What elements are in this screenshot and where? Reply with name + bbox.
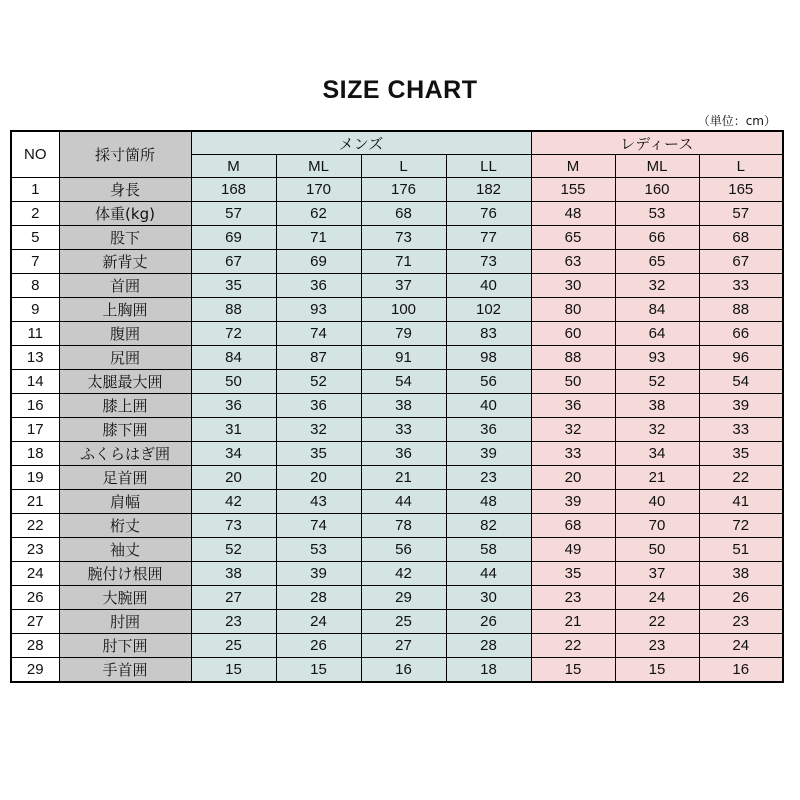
ladies-value: 40 [615,490,699,514]
table-row [11,322,783,346]
mens-value: 100 [361,298,446,322]
ladies-value: 50 [615,538,699,562]
ladies-value: 57 [699,202,783,226]
row-number: 29 [11,658,59,683]
row-number: 21 [11,490,59,514]
ladies-value: 33 [699,418,783,442]
mens-value: 38 [361,394,446,418]
mens-value: 25 [361,610,446,634]
table-row [11,178,783,202]
mens-value: 56 [361,538,446,562]
row-number: 5 [11,226,59,250]
mens-value: 39 [276,562,361,586]
measure-point-label: ふくらはぎ囲 [59,442,191,466]
header-mens-size: M [191,155,276,178]
mens-value: 39 [446,442,531,466]
ladies-value: 65 [531,226,615,250]
mens-value: 52 [191,538,276,562]
header-ladies: レディース [531,131,783,155]
mens-value: 23 [446,466,531,490]
mens-value: 74 [276,514,361,538]
ladies-value: 39 [699,394,783,418]
ladies-value: 23 [531,586,615,610]
table-row [11,298,783,322]
row-number: 24 [11,562,59,586]
mens-value: 74 [276,322,361,346]
table-row [11,490,783,514]
mens-value: 42 [191,490,276,514]
row-number: 2 [11,202,59,226]
ladies-value: 38 [699,562,783,586]
mens-value: 30 [446,586,531,610]
mens-value: 168 [191,178,276,202]
mens-value: 91 [361,346,446,370]
size-chart-body [11,178,783,683]
mens-value: 44 [361,490,446,514]
mens-value: 36 [361,442,446,466]
measure-point-label: 肘囲 [59,610,191,634]
mens-value: 35 [276,442,361,466]
ladies-value: 70 [615,514,699,538]
mens-value: 83 [446,322,531,346]
mens-value: 15 [191,658,276,683]
ladies-value: 63 [531,250,615,274]
ladies-value: 66 [699,322,783,346]
measure-point-label: 足首囲 [59,466,191,490]
row-number: 26 [11,586,59,610]
table-row [11,250,783,274]
row-number: 11 [11,322,59,346]
unit-note: （単位：cm） [697,114,776,128]
ladies-value: 37 [615,562,699,586]
ladies-value: 33 [531,442,615,466]
measure-point-label: 袖丈 [59,538,191,562]
ladies-value: 64 [615,322,699,346]
mens-value: 76 [446,202,531,226]
mens-value: 48 [446,490,531,514]
mens-value: 37 [361,274,446,298]
measure-point-label: 腹囲 [59,322,191,346]
mens-value: 36 [276,274,361,298]
mens-value: 35 [191,274,276,298]
mens-value: 44 [446,562,531,586]
header-ladies-size: M [531,155,615,178]
row-number: 22 [11,514,59,538]
ladies-value: 26 [699,586,783,610]
ladies-value: 36 [531,394,615,418]
mens-value: 52 [276,370,361,394]
mens-value: 56 [446,370,531,394]
mens-value: 42 [361,562,446,586]
mens-value: 84 [191,346,276,370]
ladies-value: 49 [531,538,615,562]
measure-point-label: 太腿最大囲 [59,370,191,394]
ladies-value: 51 [699,538,783,562]
measure-point-label: 膝上囲 [59,394,191,418]
header-mens-size: LL [446,155,531,178]
header-measure-point: 採寸箇所 [59,131,191,178]
mens-value: 71 [361,250,446,274]
ladies-value: 32 [531,418,615,442]
ladies-value: 67 [699,250,783,274]
ladies-value: 68 [699,226,783,250]
mens-value: 79 [361,322,446,346]
mens-value: 40 [446,274,531,298]
table-row [11,442,783,466]
ladies-value: 66 [615,226,699,250]
mens-value: 54 [361,370,446,394]
ladies-value: 155 [531,178,615,202]
measure-point-label: 身長 [59,178,191,202]
row-number: 19 [11,466,59,490]
table-row [11,370,783,394]
mens-value: 18 [446,658,531,683]
mens-value: 29 [361,586,446,610]
mens-value: 57 [191,202,276,226]
mens-value: 20 [191,466,276,490]
table-row [11,562,783,586]
mens-value: 69 [191,226,276,250]
ladies-value: 22 [531,634,615,658]
mens-value: 73 [361,226,446,250]
ladies-value: 65 [615,250,699,274]
mens-value: 24 [276,610,361,634]
mens-value: 26 [276,634,361,658]
ladies-value: 53 [615,202,699,226]
table-row [11,274,783,298]
header-mens-size: L [361,155,446,178]
mens-value: 62 [276,202,361,226]
mens-value: 36 [446,418,531,442]
ladies-value: 165 [699,178,783,202]
measure-point-label: 首囲 [59,274,191,298]
ladies-value: 160 [615,178,699,202]
mens-value: 87 [276,346,361,370]
header-no: NO [11,131,59,178]
ladies-value: 22 [699,466,783,490]
ladies-value: 15 [615,658,699,683]
measure-point-label: 膝下囲 [59,418,191,442]
measure-point-label: 腕付け根囲 [59,562,191,586]
mens-value: 182 [446,178,531,202]
mens-value: 28 [446,634,531,658]
row-number: 27 [11,610,59,634]
mens-value: 77 [446,226,531,250]
ladies-value: 88 [531,346,615,370]
measure-point-label: 肘下囲 [59,634,191,658]
mens-value: 72 [191,322,276,346]
row-number: 1 [11,178,59,202]
table-row [11,346,783,370]
ladies-value: 72 [699,514,783,538]
row-number: 28 [11,634,59,658]
mens-value: 34 [191,442,276,466]
mens-value: 36 [276,394,361,418]
ladies-value: 21 [531,610,615,634]
row-number: 9 [11,298,59,322]
ladies-value: 93 [615,346,699,370]
mens-value: 170 [276,178,361,202]
ladies-value: 41 [699,490,783,514]
table-row [11,634,783,658]
page-title: SIZE CHART [322,76,478,104]
size-chart-table [10,130,784,683]
measure-point-label: 桁丈 [59,514,191,538]
row-number: 18 [11,442,59,466]
mens-value: 88 [191,298,276,322]
mens-value: 32 [276,418,361,442]
ladies-value: 84 [615,298,699,322]
mens-value: 38 [191,562,276,586]
table-row [11,466,783,490]
measure-point-label: 大腕囲 [59,586,191,610]
ladies-value: 15 [531,658,615,683]
row-number: 17 [11,418,59,442]
mens-value: 73 [446,250,531,274]
ladies-value: 30 [531,274,615,298]
mens-value: 40 [446,394,531,418]
ladies-value: 34 [615,442,699,466]
mens-value: 33 [361,418,446,442]
ladies-value: 22 [615,610,699,634]
ladies-value: 54 [699,370,783,394]
ladies-value: 35 [699,442,783,466]
mens-value: 73 [191,514,276,538]
row-number: 8 [11,274,59,298]
header-row-groups [11,131,783,155]
measure-point-label: 股下 [59,226,191,250]
table-row [11,610,783,634]
mens-value: 98 [446,346,531,370]
measure-point-label: 肩幅 [59,490,191,514]
ladies-value: 21 [615,466,699,490]
header-ladies-size: ML [615,155,699,178]
mens-value: 27 [361,634,446,658]
mens-value: 93 [276,298,361,322]
ladies-value: 33 [699,274,783,298]
ladies-value: 20 [531,466,615,490]
mens-value: 67 [191,250,276,274]
row-number: 14 [11,370,59,394]
ladies-value: 38 [615,394,699,418]
table-row [11,658,783,683]
ladies-value: 24 [699,634,783,658]
ladies-value: 39 [531,490,615,514]
row-number: 7 [11,250,59,274]
ladies-value: 48 [531,202,615,226]
ladies-value: 88 [699,298,783,322]
measure-point-label: 手首囲 [59,658,191,683]
mens-value: 16 [361,658,446,683]
measure-point-label: 体重(kg) [59,202,191,226]
measure-point-label: 上胸囲 [59,298,191,322]
mens-value: 102 [446,298,531,322]
header-mens-size: ML [276,155,361,178]
mens-value: 20 [276,466,361,490]
ladies-value: 68 [531,514,615,538]
row-number: 13 [11,346,59,370]
mens-value: 50 [191,370,276,394]
mens-value: 71 [276,226,361,250]
mens-value: 43 [276,490,361,514]
table-row [11,202,783,226]
mens-value: 28 [276,586,361,610]
ladies-value: 50 [531,370,615,394]
ladies-value: 35 [531,562,615,586]
mens-value: 25 [191,634,276,658]
mens-value: 82 [446,514,531,538]
mens-value: 58 [446,538,531,562]
ladies-value: 23 [615,634,699,658]
ladies-value: 16 [699,658,783,683]
header-mens: メンズ [191,131,531,155]
table-row [11,394,783,418]
mens-value: 31 [191,418,276,442]
ladies-value: 60 [531,322,615,346]
ladies-value: 96 [699,346,783,370]
mens-value: 68 [361,202,446,226]
ladies-value: 24 [615,586,699,610]
header-ladies-size: L [699,155,783,178]
mens-value: 21 [361,466,446,490]
mens-value: 23 [191,610,276,634]
mens-value: 78 [361,514,446,538]
table-row [11,586,783,610]
mens-value: 26 [446,610,531,634]
table-row [11,514,783,538]
measure-point-label: 尻囲 [59,346,191,370]
mens-value: 27 [191,586,276,610]
ladies-value: 52 [615,370,699,394]
ladies-value: 80 [531,298,615,322]
table-row [11,538,783,562]
table-row [11,226,783,250]
row-number: 23 [11,538,59,562]
mens-value: 15 [276,658,361,683]
row-number: 16 [11,394,59,418]
mens-value: 53 [276,538,361,562]
ladies-value: 32 [615,418,699,442]
mens-value: 176 [361,178,446,202]
table-row [11,418,783,442]
measure-point-label: 新背丈 [59,250,191,274]
mens-value: 36 [191,394,276,418]
ladies-value: 23 [699,610,783,634]
ladies-value: 32 [615,274,699,298]
mens-value: 69 [276,250,361,274]
